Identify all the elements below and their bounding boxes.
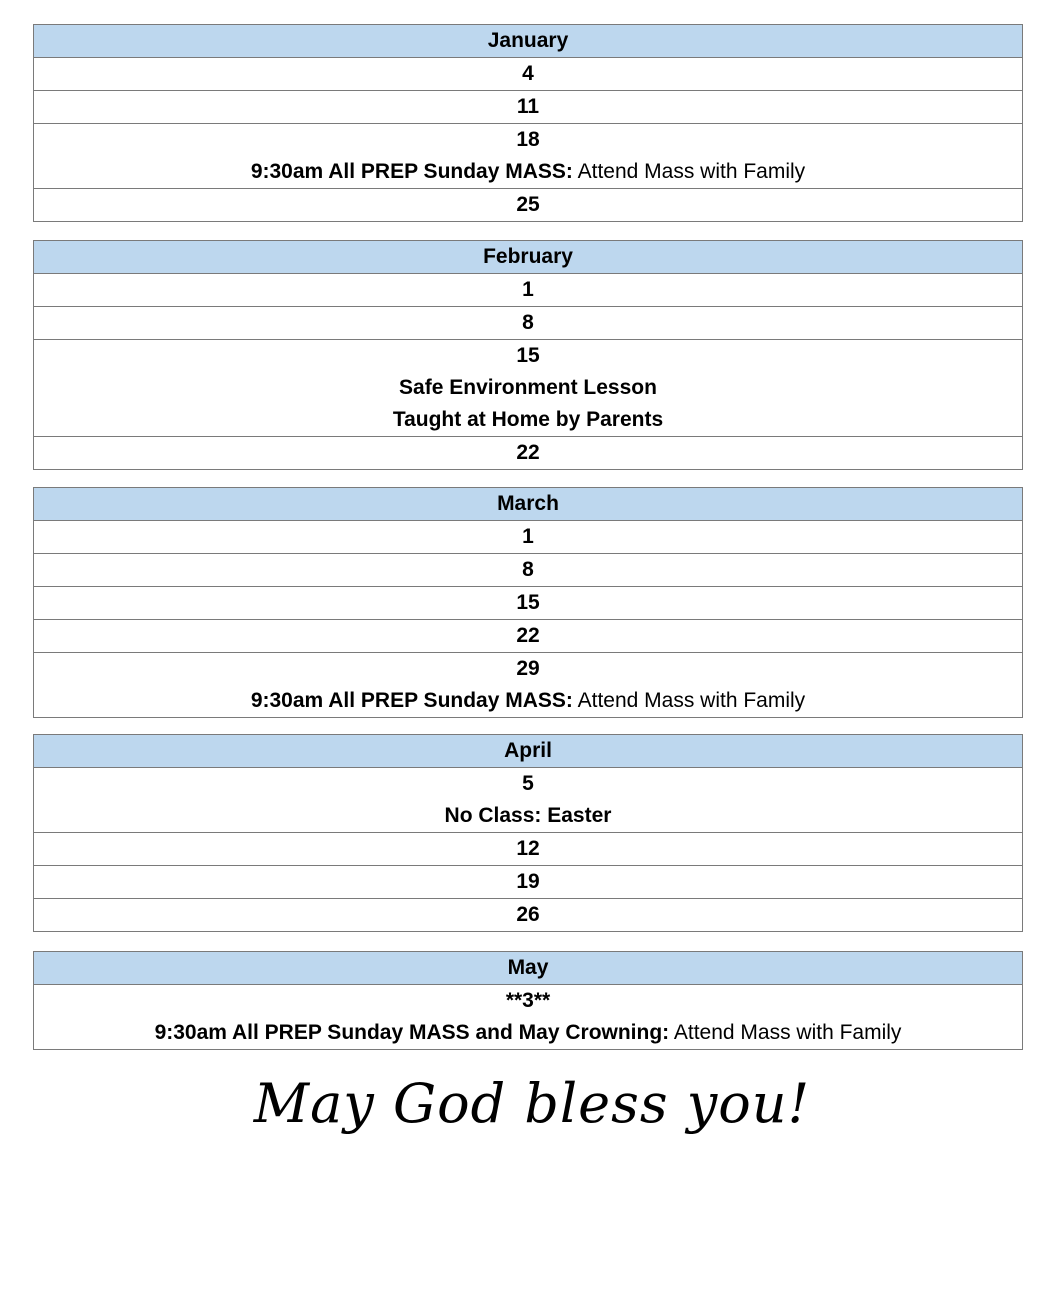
date-label: [34, 189, 1022, 221]
bold-text: 19: [516, 870, 540, 893]
date-row: [34, 58, 1022, 91]
month-table-may: [33, 951, 1023, 1050]
month-table-february: [33, 240, 1023, 470]
bold-text: 25: [516, 193, 540, 216]
bold-text: 1: [522, 278, 534, 301]
date-label: [34, 521, 1022, 553]
date-row: [34, 833, 1022, 866]
bold-text: 8: [522, 311, 534, 334]
event-note: [34, 404, 1022, 436]
bold-text: 18: [516, 128, 540, 151]
date-row: [34, 437, 1022, 469]
date-row: [34, 274, 1022, 307]
normal-text: Attend Mass with Family: [572, 160, 806, 183]
normal-text: Attend Mass with Family: [669, 1021, 902, 1044]
date-label: [34, 554, 1022, 586]
date-label: [34, 274, 1022, 306]
normal-text: Attend Mass with Family: [572, 689, 806, 712]
month-table-january: [33, 24, 1023, 222]
bold-text: 15: [516, 591, 540, 614]
bold-text: 5: [522, 772, 534, 795]
bold-text: 12: [516, 837, 540, 860]
date-row: [34, 653, 1022, 717]
month-table-march: [33, 487, 1023, 718]
bold-text: Safe Environment Lesson: [399, 376, 657, 399]
date-row: [34, 985, 1022, 1049]
month-header: January: [34, 25, 1022, 58]
bold-text: 29: [516, 657, 540, 680]
date-label: [34, 340, 1022, 372]
date-row: [34, 554, 1022, 587]
date-row: [34, 768, 1022, 833]
date-label: [34, 833, 1022, 865]
bold-text: No Class: Easter: [444, 804, 612, 827]
date-label: [34, 58, 1022, 90]
event-note: [34, 685, 1022, 717]
month-header: April: [34, 735, 1022, 768]
bold-text: 9:30am All PREP Sunday MASS and May Crowning:: [154, 1021, 670, 1044]
bold-text: Taught at Home by Parents: [392, 408, 664, 431]
bold-text: 15: [516, 344, 540, 367]
event-note: [34, 372, 1022, 404]
date-row: [34, 866, 1022, 899]
date-label: [34, 620, 1022, 652]
date-label: [34, 91, 1022, 123]
date-label: [34, 124, 1022, 156]
date-row: [34, 340, 1022, 437]
month-header: May: [34, 952, 1022, 985]
date-label: [34, 899, 1022, 931]
date-row: [34, 189, 1022, 221]
event-note: [34, 800, 1022, 832]
closing-blessing: May God bless you!: [253, 1072, 811, 1135]
bold-text: **3**: [505, 989, 551, 1012]
event-note: [34, 1017, 1022, 1049]
event-note: [34, 156, 1022, 188]
bold-text: 1: [522, 525, 534, 548]
date-row: [34, 307, 1022, 340]
date-row: [34, 899, 1022, 931]
date-row: [34, 521, 1022, 554]
date-label: [34, 307, 1022, 339]
date-row: [34, 587, 1022, 620]
bold-text: 22: [516, 441, 540, 464]
date-row: [34, 91, 1022, 124]
date-label: [34, 985, 1022, 1017]
date-row: [34, 124, 1022, 189]
date-row: [34, 620, 1022, 653]
bold-text: 4: [522, 62, 534, 85]
month-table-april: [33, 734, 1023, 932]
month-header: February: [34, 241, 1022, 274]
date-label: [34, 866, 1022, 898]
bold-text: 9:30am All PREP Sunday MASS:: [250, 689, 573, 712]
month-header: March: [34, 488, 1022, 521]
date-label: [34, 587, 1022, 619]
bold-text: 9:30am All PREP Sunday MASS:: [250, 160, 573, 183]
bold-text: 22: [516, 624, 540, 647]
date-label: [34, 653, 1022, 685]
bold-text: 11: [516, 95, 540, 118]
bold-text: 26: [516, 903, 540, 926]
bold-text: 8: [522, 558, 534, 581]
date-label: [34, 437, 1022, 469]
date-label: [34, 768, 1022, 800]
